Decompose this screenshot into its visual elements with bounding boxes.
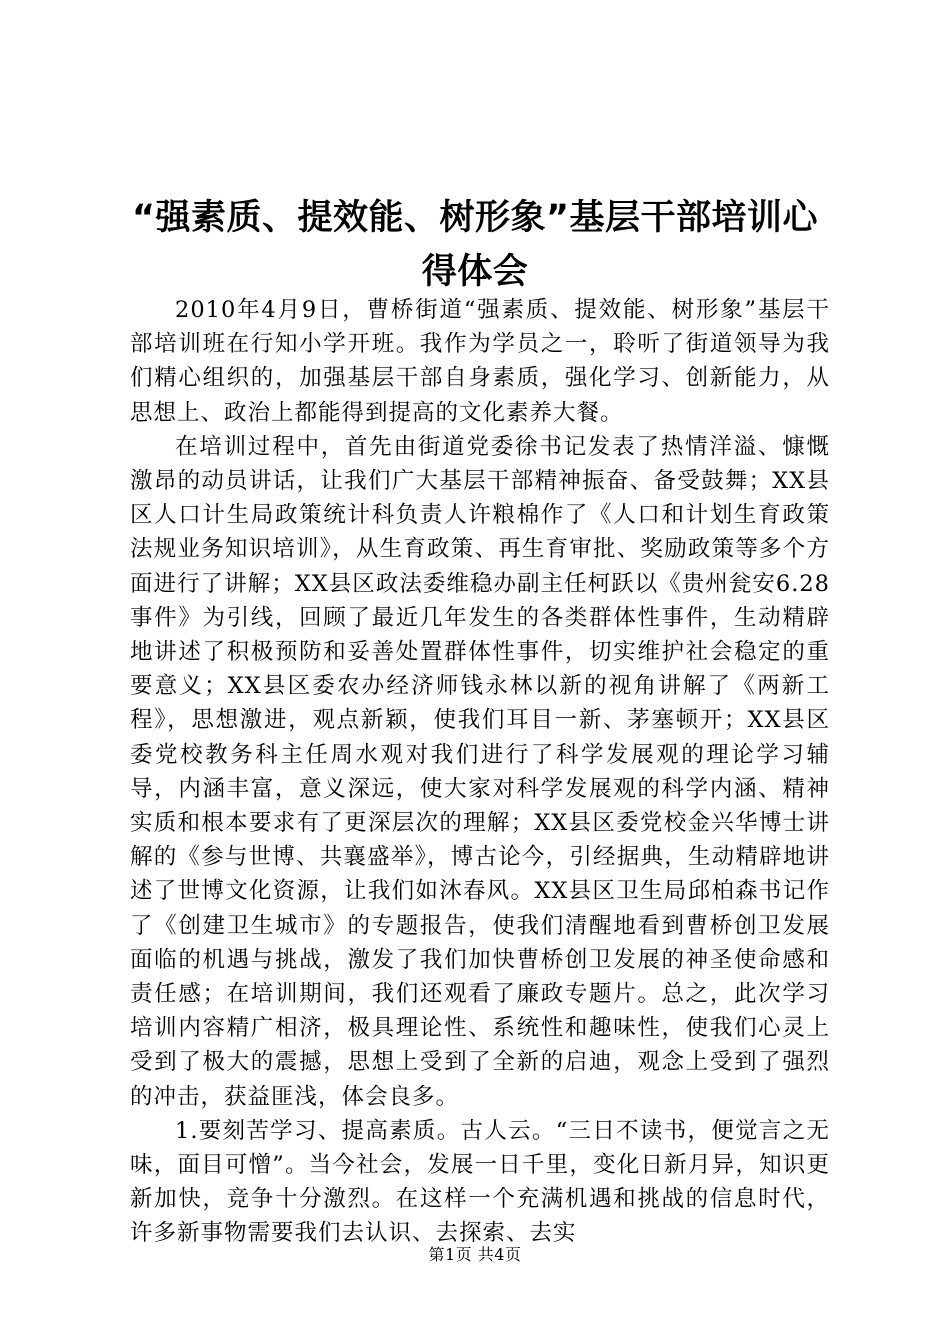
paragraph-training-process: 在培训过程中，首先由街道党委徐书记发表了热情洋溢、慷慨激昂的动员讲话，让我们广大基层干部精神振奋、备受鼓舞；XX县区人口计生局政策统计科负责人许粮棉作了《人口和计划生育政策法规业务知识培训》，从生育政策、再生育审批、奖励政策等多个方面进行了讲解；XX县区政法委维稳办副主任柯跃以《贵州瓮安6.28事件》为引线，回顾了最近几年发生的各类群体性事件，生动精辟地讲述了积极预防和妥善处置群体性事件，切实维护社会稳定的重要意义；XX县区委农办经济师钱永林以新的视角讲解了《两新工程》，思想激进，观点新颖，使我们耳目一新、茅塞顿开；XX县区委党校教务科主任周水观对我们进行了科学发展观的理论学习辅导，内涵丰富，意义深远，使大家对科学发展观的科学内涵、精神实质和根本要求有了更深层次的理解；XX县区委党校金兴华博士讲解的《参与世博、共襄盛举》，博古论今，引经据典，生动精辟地讲述了世博文化资源，让我们如沐春风。XX县区卫生局邱柏森书记作了《创建卫生城市》的专题报告，使我们清醒地看到曹桥创卫发展面临的机遇与挑战，激发了我们加快曹桥创卫发展的神圣使命感和责任感；在培训期间，我们还观看了廉政专题片。总之，此次学习培训内容精广相济，极具理论性、系统性和趣味性，使我们心灵上受到了极大的震撼，思想上受到了全新的启迪，观念上受到了强烈的冲击，获益匪浅，体会良多。 [130,433,830,1110]
document-title: “强素质、提效能、树形象”基层干部培训心得体会 [131,198,818,293]
page-footer: 第1页 共4页 [428,1245,522,1264]
document-body [130,293,830,1251]
paragraph-point-one: 1.要刻苦学习、提高素质。古人云。“三日不读书，便觉言之无味，面目可憎”。当今社会，发展一日千里，变化日新月异，知识更新加快，竞争十分激烈。在这样一个充满机遇和挑战的信息时代，许多新事物需要我们去认识、去探索、去实 [130,1117,830,1247]
paragraph-intro: 2010年4月9日，曹桥街道“强素质、提效能、树形象”基层干部培训班在行知小学开班。我作为学员之一，聆听了街道领导为我们精心组织的，加强基层干部自身素质，强化学习、创新能力，从思想上、政治上都能得到提高的文化素养大餐。 [130,297,830,426]
